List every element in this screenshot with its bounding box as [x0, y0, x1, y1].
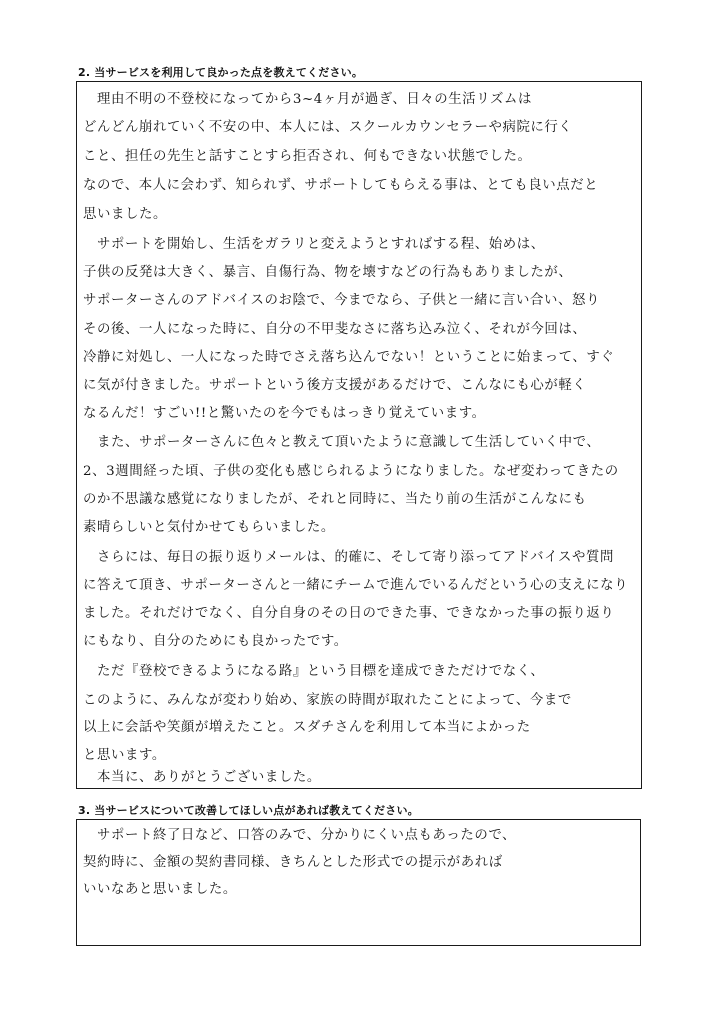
answer-line: その後、一人になった時に、自分の不甲斐なさに落ち込み泣く、それが今回は、 — [83, 322, 587, 337]
answer-line: ました。それだけでなく、自分自身のその日のできた事、できなかった事の振り返り — [83, 606, 615, 621]
answer-line: なるんだ！すごい!!と驚いたのを今でもはっきり覚えています。 — [83, 406, 486, 421]
answer-line: どんどん崩れていく不安の中、本人には、スクールカウンセラーや病院に行く — [83, 120, 573, 135]
question-2-heading: 2. 当サービスを利用して良かった点を教えてください。 — [78, 66, 364, 79]
answer-line: なので、本人に会わず、知られず、サポートしてもらえる事は、とても良い点だと — [83, 178, 599, 193]
answer-line: このように、みんなが変わり始め、家族の時間が取れたことによって、今まで — [83, 693, 572, 708]
answer-line: に答えて頂き、サポーターさんと一緒にチームで進んでいるんだという心の支えになり — [83, 578, 629, 593]
answer-line: サポーターさんのアドバイスのお陰で、今までなら、子供と一緒に言い合い、怒り — [83, 293, 600, 308]
answer-line: こと、担任の先生と話すことすら拒否され、何もできない状態でした。 — [83, 149, 532, 164]
answer-line: 契約時に、金額の契約書同様、きちんとした形式での提示があれば — [83, 855, 503, 870]
answer-line: にもなり、自分のためにも良かったです。 — [83, 634, 348, 649]
answer-line: サポートを開始し、生活をガラリと変えようとすればする程、始めは、 — [83, 237, 545, 252]
answer-line: 本当に、ありがとうございました。 — [83, 770, 321, 785]
answer-line: 思いました。 — [83, 207, 167, 222]
answer-line: に気が付きました。サポートという後方支援があるだけで、こんなにも心が軽く — [83, 378, 587, 393]
answer-line: 子供の反発は大きく、暴言、自傷行為、物を壊すなどの行為もありましたが、 — [83, 265, 573, 280]
answer-line: ただ『登校できるようになる路』という目標を達成できただけでなく、 — [83, 664, 545, 679]
answer-line: 以上に会話や笑顔が増えたこと。スダチさんを利用して本当によかった — [83, 720, 531, 735]
question-2-answer-box — [76, 81, 642, 789]
answer-line: と思います。 — [83, 748, 166, 763]
answer-line: 素晴らしいと気付かせてもらいました。 — [83, 520, 335, 535]
question-3-answer-box — [76, 819, 641, 946]
question-3-heading: 3. 当サービスについて改善してほしい点があれば教えてください。 — [78, 804, 419, 817]
answer-line: 2、3週間経った頃、子供の変化も感じられるようになりました。なぜ変わってきたの — [83, 464, 619, 479]
answer-line: また、サポーターさんに色々と教えて頂いたように意識して生活していく中で、 — [83, 435, 601, 450]
answer-line: いいなあと思いました。 — [83, 882, 237, 897]
answer-line: さらには、毎日の振り返りメールは、的確に、そして寄り添ってアドバイスや質問 — [83, 550, 614, 565]
answer-line: のか不思議な感覚になりましたが、それと同時に、当たり前の生活がこんなにも — [83, 492, 587, 507]
answer-line: 理由不明の不登校になってから3~4ヶ月が過ぎ、日々の生活リズムは — [83, 92, 532, 107]
answer-line: 冷静に対処し、一人になった時でさえ落ち込んでない！ということに始まって、すぐ — [83, 350, 615, 365]
answer-line: サポート終了日など、口答のみで、分かりにくい点もあったので、 — [83, 828, 517, 843]
